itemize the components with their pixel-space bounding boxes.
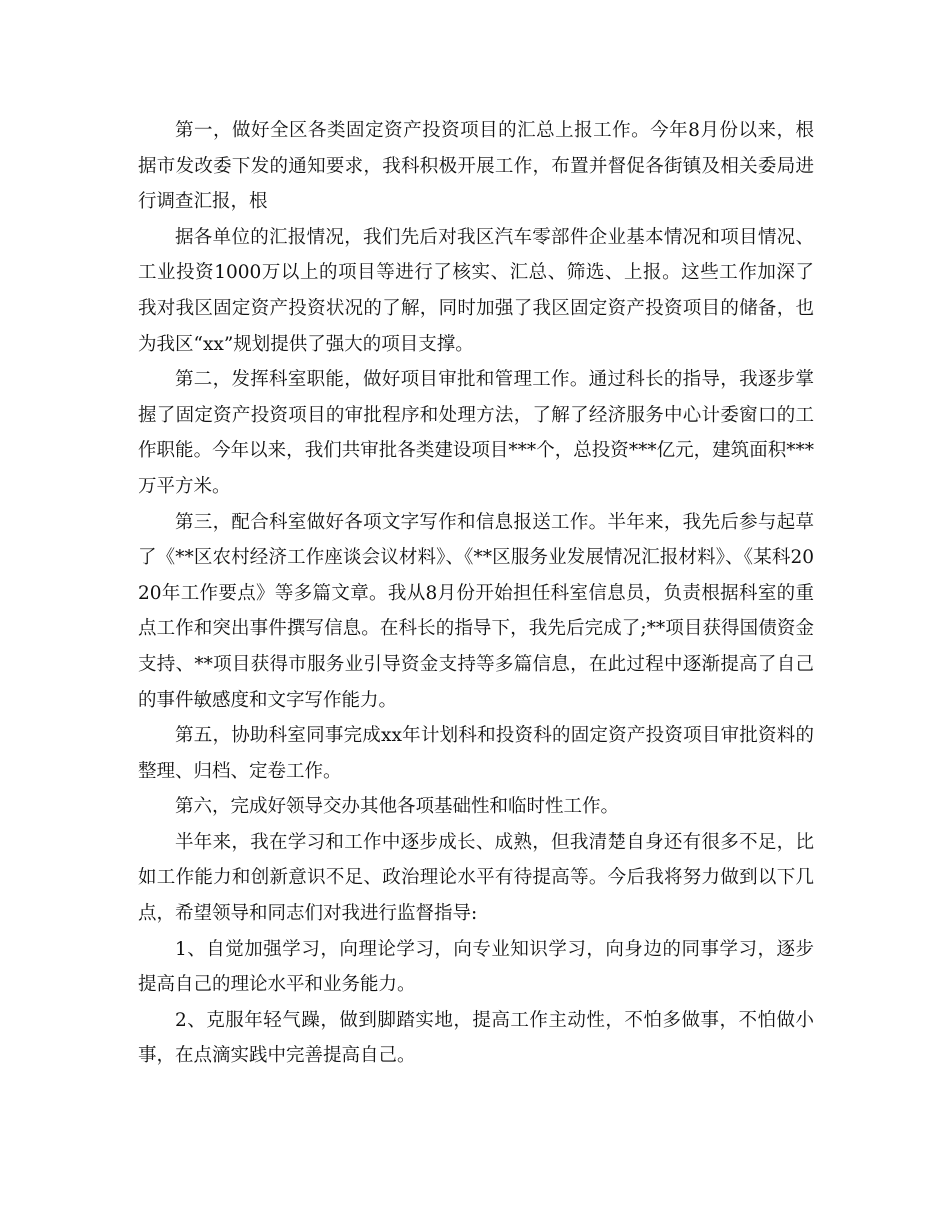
paragraph-third-task: 第三，配合科室做好各项文字写作和信息报送工作。半年来，我先后参与起草了《**区农村经济工作座谈会议材料》、《**区服务业发展情况汇报材料》、《某科2020年工作要点》等多篇文章。我从8月份开始担任科室信息员，负责根据科室的重点工作和突出事件撰写信息。在科长的指导下，我先后完成了;**项目获得国债资金支持、**项目获得市服务业引导资金支持等多篇信息，在此过程中逐渐提高了自己的事件敏感度和文字写作能力。 (138, 511, 814, 711)
paragraph-plan-item-2: 2、克服年轻气躁，做到脚踏实地，提高工作主动性，不怕多做事，不怕做小事，在点滴实践中完善提高自己。 (138, 1009, 814, 1067)
paragraph-summary: 半年来，我在学习和工作中逐步成长、成熟，但我清楚自身还有很多不足，比如工作能力和创新意识不足、政治理论水平有待提高等。今后我将努力做到以下几点，希望领导和同志们对我进行监督指导: (138, 831, 814, 925)
paragraph-second-task: 第二，发挥科室职能，做好项目审批和管理工作。通过科长的指导，我逐步掌握了固定资产投资项目的审批程序和处理方法，了解了经济服务中心计委窗口的工作职能。今年以来，我们共审批各类建设项目***个，总投资***亿元，建筑面积***万平方米。 (138, 369, 814, 497)
paragraph-plan-item-1: 1、自觉加强学习，向理论学习，向专业知识学习，向身边的同事学习，逐步提高自己的理论水平和业务能力。 (138, 938, 814, 996)
paragraph-first-task-continued: 据各单位的汇报情况，我们先后对我区汽车零部件企业基本情况和项目情况、工业投资1000万以上的项目等进行了核实、汇总、筛选、上报。这些工作加深了我对我区固定资产投资状况的了解，同时加强了我区固定资产投资项目的储备，也为我区“xx”规划提供了强大的项目支撑。 (138, 226, 814, 355)
paragraph-first-task: 第一，做好全区各类固定资产投资项目的汇总上报工作。今年8月份以来，根据市发改委下发的通知要求，我科积极开展工作，布置并督促各街镇及相关委局进行调查汇报，根 (138, 120, 814, 213)
paragraph-fifth-task: 第五，协助科室同事完成xx年计划科和投资科的固定资产投资项目审批资料的整理、归档、定卷工作。 (138, 725, 814, 782)
document-body (138, 113, 814, 1074)
paragraph-sixth-task: 第六，完成好领导交办其他各项基础性和临时性工作。 (175, 796, 620, 818)
